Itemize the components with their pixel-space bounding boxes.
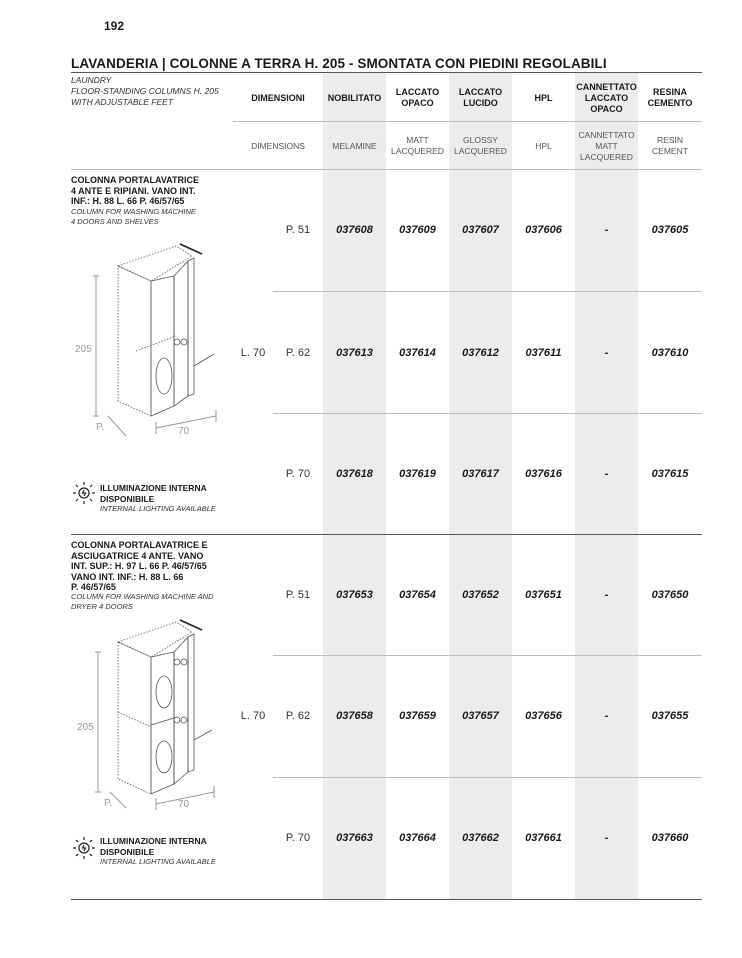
code-matt-lacquered: 037609 [399,224,436,236]
code-glossy-lacquered: 037652 [462,589,499,601]
code-matt-lacquered: 037614 [399,347,436,359]
code-resin-cement: 037610 [651,347,689,359]
code-melamine: 037653 [336,589,373,601]
code-melamine: 037608 [336,224,373,236]
section-divider [71,534,702,535]
section1-cabinet-drawing [76,236,236,441]
table-bottom-rule [71,899,702,900]
code-glossy-lacquered: 037607 [462,224,499,236]
section1-height-label: 205 [75,344,92,355]
subheader-matt-lacquered: MATT LACQUERED [391,135,444,156]
laundry-label: LAUNDRY FLOOR-STANDING COLUMNS H. 205 WITH ADJUSTABLE FEET [71,75,219,107]
section1-title: COLONNA PORTALAVATRICE 4 ANTE E RIPIANI. VANO INT. INF.: H. 88 L. 66 P. 46/57/65 [71,175,199,206]
subheader-hpl: HPL [535,140,552,151]
row-depth: P. 62 [285,347,311,359]
header-glossy-lacquered: LACCATO LUCIDO [458,87,503,108]
code-cannettato: - [604,589,609,601]
section2-height-label: 205 [77,722,94,733]
page-title: LAVANDERIA | COLONNE A TERRA H. 205 - SMONTATA CON PIEDINI REGOLABILI [71,56,607,71]
subheader-cannettato: CANNETTATO MATT LACQUERED [578,129,635,162]
code-resin-cement: 037615 [651,468,689,480]
section1-lighting-en: INTERNAL LIGHTING AVAILABLE [100,504,216,513]
code-cannettato: - [604,468,609,480]
subheader-resin-cement: RESIN CEMENT [652,135,688,156]
code-resin-cement: 037655 [651,710,689,722]
code-glossy-lacquered: 037617 [462,468,499,480]
code-cannettato: - [604,224,609,236]
row-depth: P. 70 [285,468,311,480]
section2-depth-label: P. [104,798,113,809]
header-hpl: HPL [534,92,553,103]
code-hpl: 037656 [525,710,562,722]
row-divider [273,777,702,778]
code-resin-cement: 037660 [651,832,689,844]
header-melamine: NOBILITATO [327,92,382,103]
code-matt-lacquered: 037654 [399,589,436,601]
subheader-glossy-lacquered: GLOSSY LACQUERED [454,135,507,156]
row-divider [273,291,702,292]
row-depth: P. 70 [285,832,311,844]
code-melamine: 037663 [336,832,373,844]
code-resin-cement: 037605 [651,224,689,236]
lightbulb-icon [72,836,96,860]
code-hpl: 037611 [525,347,562,359]
code-cannettato: - [604,710,609,722]
section1-subtitle: COLUMN FOR WASHING MACHINE 4 DOORS AND SHELVES [71,207,196,226]
section1-depth-label: P. [96,422,105,433]
column-shade-glossy [449,72,512,899]
header-matt-lacquered: LACCATO OPACO [395,87,440,108]
code-melamine: 037658 [336,710,373,722]
section2-width-label: 70 [178,799,190,810]
code-hpl: 037606 [525,224,562,236]
header-bottom-rule [71,169,702,170]
column-shade-cannettato [575,72,638,899]
page-number: 192 [104,19,125,33]
section2-cabinet-drawing [76,612,236,817]
row-divider [273,413,702,414]
row-depth: P. 51 [285,589,311,601]
section1-lighting-title: ILLUMINAZIONE INTERNA DISPONIBILE [100,483,207,504]
header-dimensions: DIMENSIONI [251,92,305,103]
row-depth: P. 51 [285,224,311,236]
section2-title: COLONNA PORTALAVATRICE E ASCIUGATRICE 4 ANTE. VANO INT. SUP.: H. 97 L. 66 P. 46/57/65 VANO INT. INF.: H. 88 L. 66 P. 46/57/65 [71,540,208,592]
header-rule [233,121,702,122]
title-rule [71,72,702,73]
code-resin-cement: 037650 [651,589,689,601]
code-melamine: 037618 [336,468,373,480]
section2-width: L. 70 [240,710,266,722]
lightbulb-icon [72,481,96,505]
code-glossy-lacquered: 037657 [462,710,499,722]
section2-subtitle: COLUMN FOR WASHING MACHINE AND DRYER 4 DOORS [71,592,214,611]
section1-width-label: 70 [178,426,190,437]
code-glossy-lacquered: 037662 [462,832,499,844]
code-melamine: 037613 [336,347,373,359]
row-divider [273,655,702,656]
code-cannettato: - [604,347,609,359]
code-matt-lacquered: 037619 [399,468,436,480]
row-depth: P. 62 [285,710,311,722]
code-matt-lacquered: 037659 [399,710,436,722]
code-hpl: 037651 [525,589,562,601]
section1-width: L. 70 [240,347,266,359]
section2-lighting-title: ILLUMINAZIONE INTERNA DISPONIBILE [100,836,207,857]
column-shade-melamine [323,72,386,899]
header-resin-cement: RESINA CEMENTO [647,87,693,108]
subheader-melamine: MELAMINE [332,140,377,151]
code-matt-lacquered: 037664 [399,832,436,844]
code-hpl: 037616 [525,468,562,480]
header-cannettato: CANNETTATO LACCATO OPACO [576,81,637,114]
code-cannettato: - [604,832,609,844]
code-glossy-lacquered: 037612 [462,347,499,359]
subheader-dimensions: DIMENSIONS [251,140,305,151]
code-hpl: 037661 [525,832,562,844]
section2-lighting-en: INTERNAL LIGHTING AVAILABLE [100,857,216,866]
